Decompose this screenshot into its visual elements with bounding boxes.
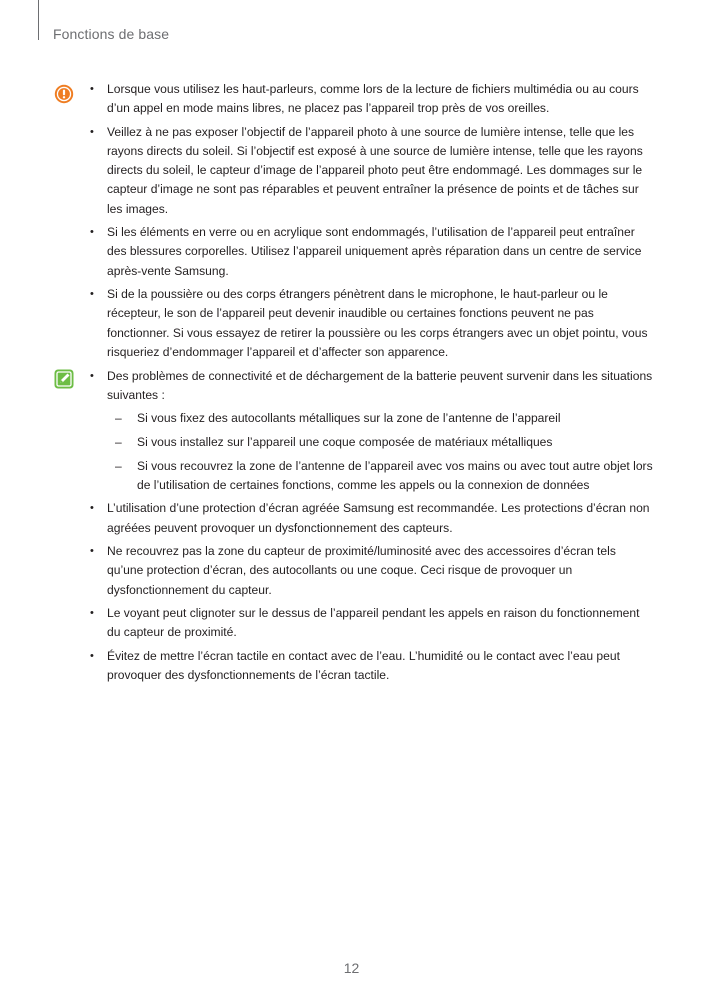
caution-text: Lorsque vous utilisez les haut-parleurs, comme lors de la lecture de fichiers multimédia ou au cours d’un appel en mode mains libres, ne placez pas l’appareil trop près de vos oreilles. [107, 82, 639, 116]
note-intro: Des problèmes de connectivité et de déchargement de la batterie peuvent survenir dans les situations suivantes : [107, 369, 653, 403]
sub-item [107, 433, 653, 452]
sub-item-text: Si vous recouvrez la zone de l’antenne de l’appareil avec vos mains ou avec tout autre objet lors de l’utilisation de certaines fonctions, comme les appels ou la connexion de données [137, 458, 653, 492]
note-text: Ne recouvrez pas la zone du capteur de proximité/luminosité avec des accessoires d’écran tels qu’une protection d’écran, des autocollants ou une coque. Ceci risque de provoquer un dysfonctionnement du capteur. [107, 544, 616, 597]
bullet: • [90, 125, 94, 138]
bullet: • [90, 370, 94, 382]
note-list [0, 367, 703, 690]
sub-item [107, 457, 653, 495]
dash: – [115, 411, 122, 426]
caution-list [0, 80, 703, 366]
list-item [0, 223, 703, 281]
sub-item-text: Si vous fixez des autocollants métalliques sur la zone de l’antenne de l’appareil [137, 411, 561, 426]
bullet: • [90, 545, 94, 558]
list-item [0, 604, 703, 642]
caution-text: Veillez à ne pas exposer l’objectif de l’appareil photo à une source de lumière intense, telle que les rayons directs du soleil. Si l’objectif est exposé à une source de lumière intense, telle que les rayons directs du soleil, le capteur d’image de l’appareil photo peut être endommagé. Les dommages sur le capteur d’image ne sont pas réparables et peuvent entraîner la présence de points et de tâches sur les images. [107, 124, 643, 216]
sub-item-text: Si vous installez sur l’appareil une coque composée de matériaux métalliques [137, 435, 553, 449]
section-title: Fonctions de base [53, 26, 170, 42]
dash: – [115, 435, 122, 449]
bullet: • [90, 502, 94, 515]
caution-text: Si de la poussière ou des corps étrangers pénètrent dans le microphone, le haut-parleur ou le récepteur, le son de l’appareil peut devenir inaudible ou certaines fonctions peuvent ne pas fonctionner. Si vous essayez de retirer la poussière ou les corps étrangers avec un objet pointu, vous risqueriez d’endommager l’appareil et d’affecter son apparence. [107, 287, 648, 359]
bullet: • [90, 83, 94, 95]
list-item [0, 647, 703, 685]
page-number: 12 [343, 960, 360, 976]
list-item [0, 542, 703, 600]
bullet: • [90, 226, 94, 239]
bullet: • [90, 607, 94, 620]
note-text: Le voyant peut clignoter sur le dessus de l’appareil pendant les appels en raison du fonctionnement du capteur de proximité. [107, 606, 640, 640]
bullet: • [90, 288, 94, 301]
list-item [0, 499, 703, 537]
note-text: L’utilisation d’une protection d’écran agréée Samsung est recommandée. Les protections d’écran non agréées peuvent provoquer un dysfonctionnement des capteurs. [107, 501, 650, 535]
caution-text: Si les éléments en verre ou en acrylique sont endommagés, l’utilisation de l’appareil peut entraîner des blessures corporelles. Utilisez l’appareil uniquement après réparation dans un centre de service après-vente Samsung. [107, 225, 642, 278]
note-sublist [107, 409, 653, 495]
list-item [0, 123, 703, 219]
dash: – [115, 458, 122, 473]
list-item [0, 367, 703, 495]
note-text: Évitez de mettre l’écran tactile en contact avec de l’eau. L’humidité ou le contact avec l’eau peut provoquer des dysfonctionnements de l’écran tactile. [107, 648, 620, 683]
list-item [0, 80, 703, 118]
header-rule [38, 0, 39, 40]
sub-item [107, 409, 653, 428]
bullet: • [90, 649, 94, 662]
list-item [0, 285, 703, 362]
